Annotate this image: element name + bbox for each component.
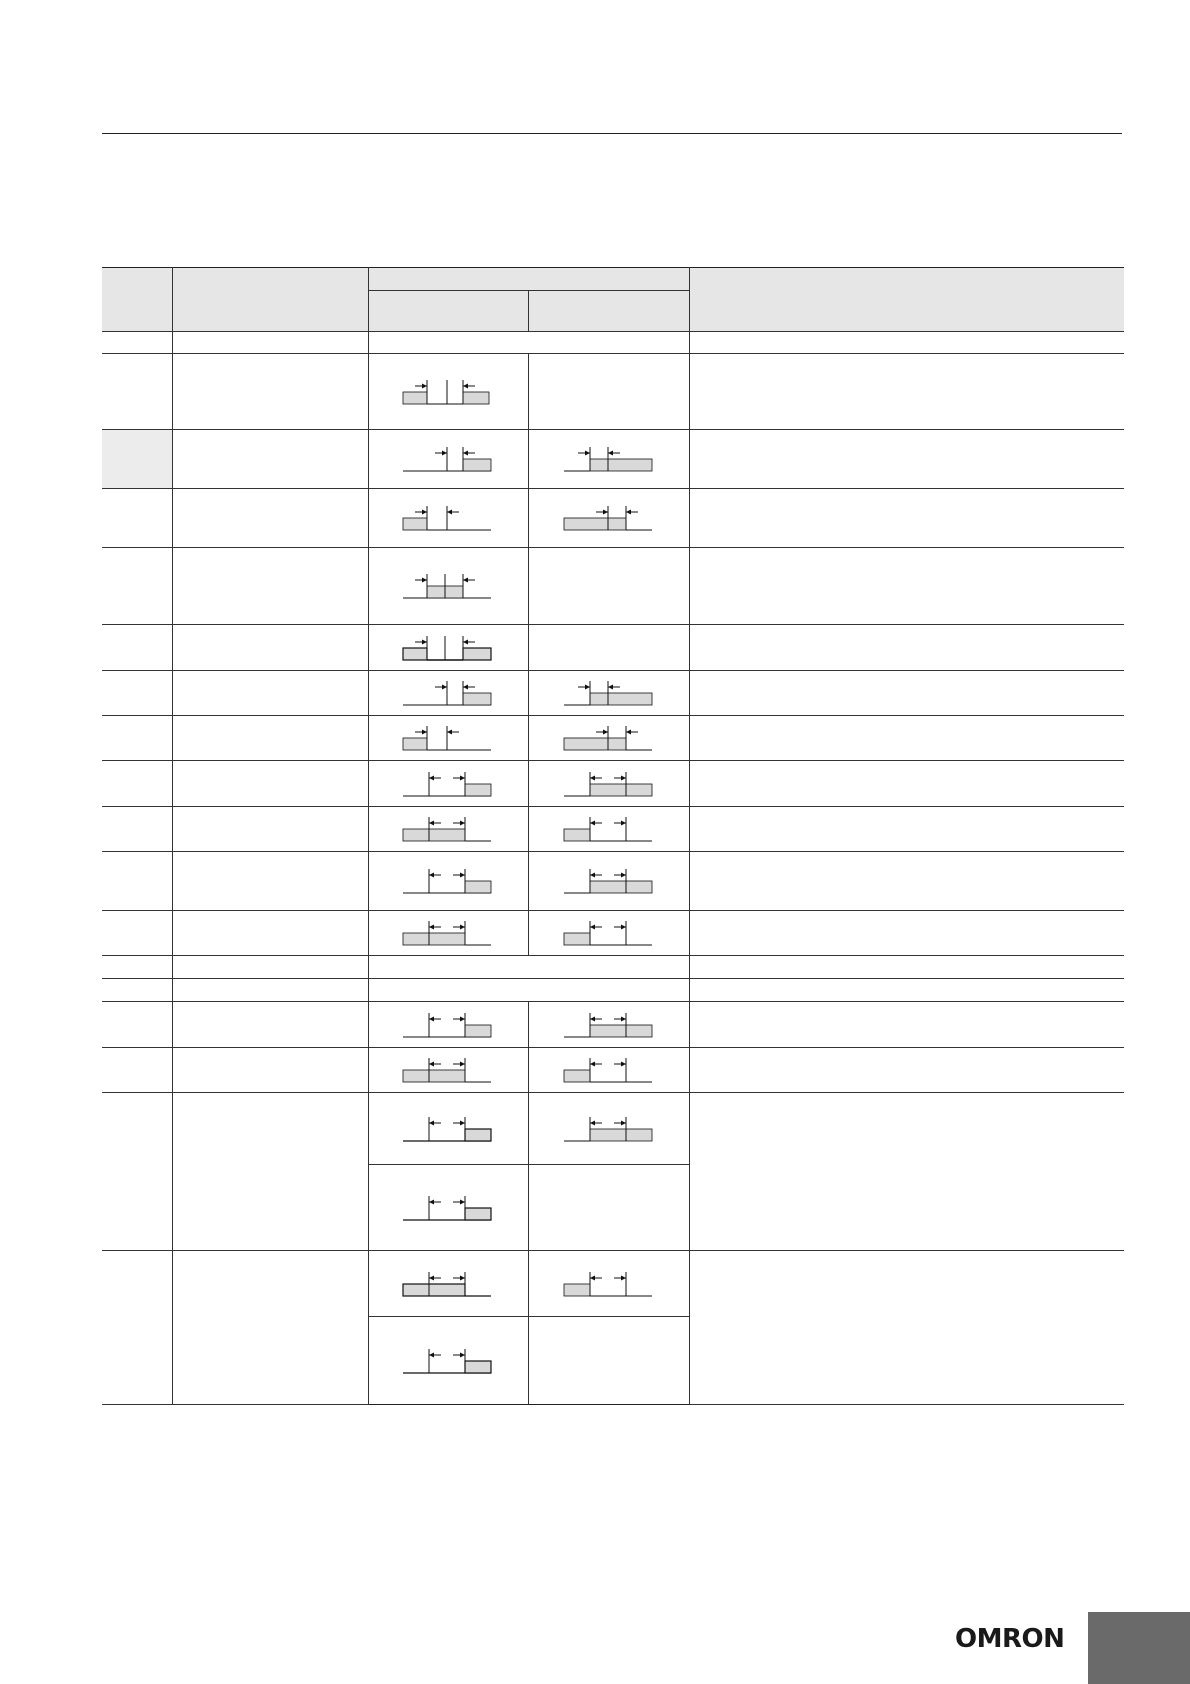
omron-logo: OMRON — [955, 1624, 1065, 1654]
alarm-operation-diagram — [401, 570, 495, 602]
table-row — [102, 761, 1124, 807]
alarm-operation-diagram — [401, 376, 495, 408]
header-set-value — [102, 268, 172, 332]
alarm-type-table — [102, 267, 1124, 1405]
table-row — [102, 548, 1124, 625]
header-positive-value — [368, 291, 528, 332]
alarm-operation-diagram — [401, 813, 495, 845]
table-row — [102, 716, 1124, 761]
alarm-operation-diagram — [562, 677, 656, 709]
alarm-operation-diagram — [401, 917, 495, 949]
alarm-operation-diagram — [562, 1268, 656, 1300]
alarm-operation-diagram — [401, 443, 495, 475]
table-row — [102, 1251, 1124, 1317]
table-row — [102, 1002, 1124, 1048]
header-negative-value — [528, 291, 689, 332]
alarm-operation-diagram — [401, 1009, 495, 1041]
table-row — [102, 911, 1124, 956]
header-rule — [102, 133, 1122, 134]
alarm-operation-diagram — [562, 1054, 656, 1086]
alarm-operation-diagram — [562, 917, 656, 949]
alarm-operation-diagram — [562, 443, 656, 475]
alarm-operation-diagram — [401, 722, 495, 754]
table-row — [102, 354, 1124, 430]
alarm-operation-diagram — [401, 502, 495, 534]
table-row — [102, 489, 1124, 548]
table-row — [102, 332, 1124, 354]
alarm-operation-diagram — [401, 1054, 495, 1086]
alarm-operation-diagram — [562, 1113, 656, 1145]
alarm-operation-diagram — [401, 632, 495, 664]
header-alarm-output-operation — [368, 268, 689, 291]
page-tab — [1088, 1612, 1190, 1684]
alarm-operation-diagram — [562, 722, 656, 754]
alarm-operation-diagram — [401, 865, 495, 897]
table-row — [102, 956, 1124, 979]
alarm-operation-diagram — [401, 768, 495, 800]
table-row — [102, 852, 1124, 911]
alarm-operation-diagram — [401, 1192, 495, 1224]
alarm-operation-diagram — [401, 1113, 495, 1145]
header-alarm-type — [172, 268, 368, 332]
alarm-operation-diagram — [562, 502, 656, 534]
alarm-operation-diagram — [401, 1345, 495, 1377]
table-row — [102, 625, 1124, 671]
table-row — [102, 1048, 1124, 1093]
alarm-operation-diagram — [562, 813, 656, 845]
table-row — [102, 807, 1124, 852]
alarm-operation-diagram — [401, 1268, 495, 1300]
alarm-operation-diagram — [401, 677, 495, 709]
alarm-operation-diagram — [562, 768, 656, 800]
alarm-operation-diagram — [562, 1009, 656, 1041]
alarm-operation-diagram — [562, 865, 656, 897]
header-description — [689, 268, 1124, 332]
table-row — [102, 430, 1124, 489]
table-row — [102, 671, 1124, 716]
table-row — [102, 979, 1124, 1002]
table-row — [102, 1093, 1124, 1165]
